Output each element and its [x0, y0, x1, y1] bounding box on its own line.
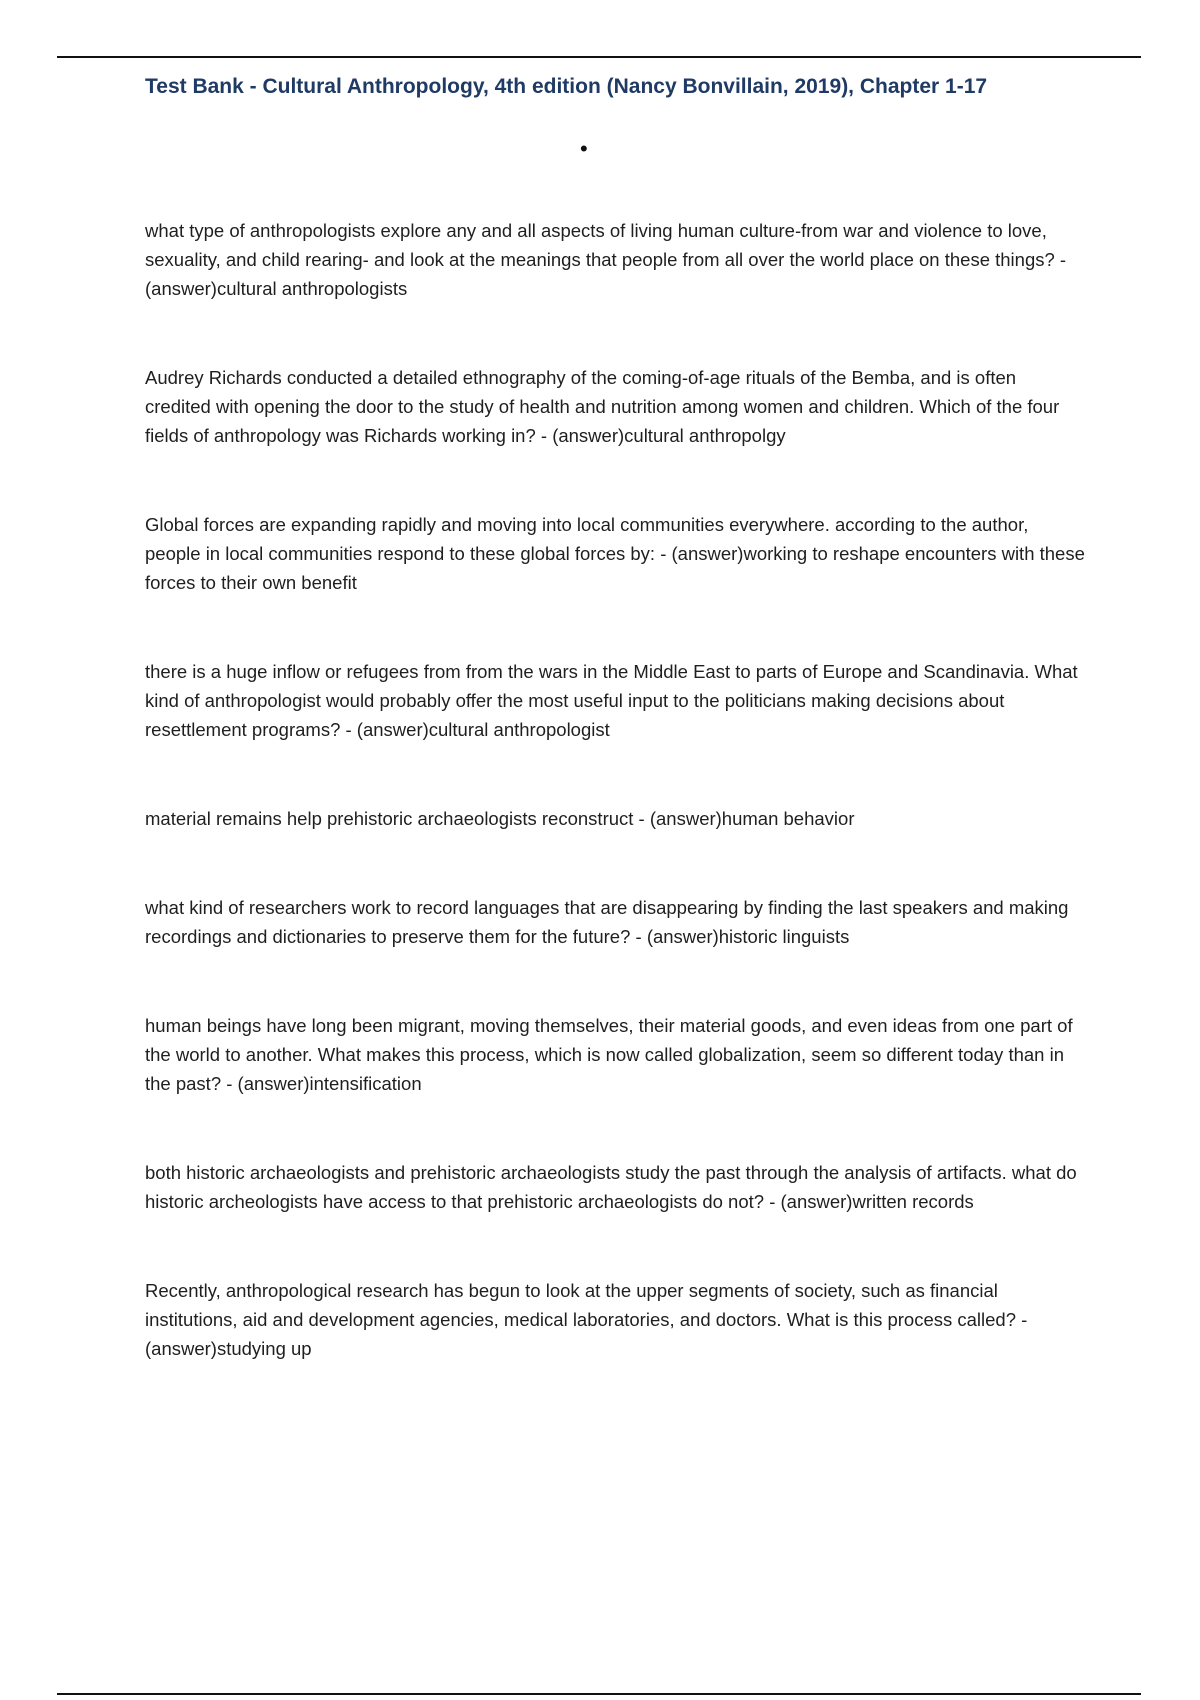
question-item-4: there is a huge inflow or refugees from from the wars in the Middle East to parts of Europe and Scandinavia. What kind of anthropologist would probably offer the most useful input to the politicians making decisions about resettlement programs? - (answer)cultural anthropologist: [145, 661, 1078, 740]
document-title: Test Bank - Cultural Anthropology, 4th edition (Nancy Bonvillain, 2019), Chapter 1-17: [145, 75, 988, 98]
question-list: [145, 216, 1085, 1423]
question-item-9: Recently, anthropological research has begun to look at the upper segments of society, such as financial institutions, aid and development agencies, medical laboratories, and doctors. What is this process called? - (answer)studying up: [145, 1280, 1028, 1359]
question-item-5: material remains help prehistoric archaeologists reconstruct - (answer)human behavior: [145, 808, 855, 829]
question-item-3: Global forces are expanding rapidly and moving into local communities everywhere. according to the author, people in local communities respond to these global forces by: - (answer)working to reshape encounters with these forces to their own benefit: [145, 514, 1085, 593]
question-item-8: both historic archaeologists and prehistoric archaeologists study the past through the analysis of artifacts. what do historic archeologists have access to that prehistoric archaeologists do not? - (answer)written records: [145, 1162, 1077, 1212]
question-item-1: what type of anthropologists explore any and all aspects of living human culture-from war and violence to love, sexuality, and child rearing- and look at the meanings that people from all over the world place on these things? - (answer)cultural anthropologists: [145, 220, 1067, 299]
question-item-2: Audrey Richards conducted a detailed ethnography of the coming-of-age rituals of the Bemba, and is often credited with opening the door to the study of health and nutrition among women and children. Which of the four fields of anthropology was Richards working in? - (answer)cultural anthropolgy: [145, 367, 1060, 446]
top-rule: [57, 56, 1141, 58]
question-item-6: what kind of researchers work to record languages that are disappearing by finding the last speakers and making recordings and dictionaries to preserve them for the future? - (answer)historic linguists: [145, 897, 1069, 947]
bullet-point: •: [580, 136, 588, 161]
question-item-7: human beings have long been migrant, moving themselves, their material goods, and even ideas from one part of the world to another. What makes this process, which is now called globalization, seem so different today than in the past? - (answer)intensification: [145, 1015, 1073, 1094]
bottom-rule: [57, 1693, 1141, 1695]
